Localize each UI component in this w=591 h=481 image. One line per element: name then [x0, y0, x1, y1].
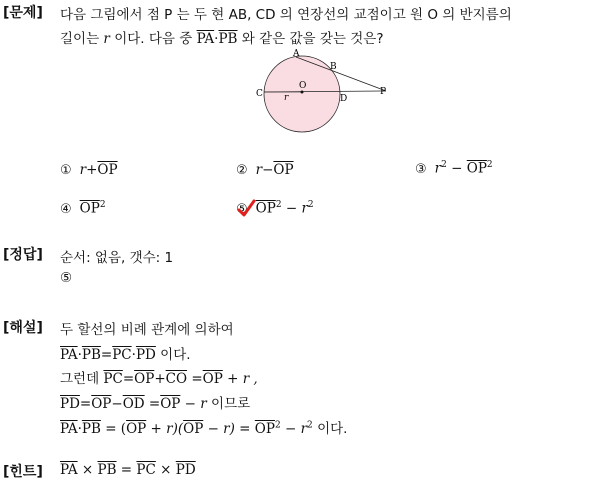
segment-pc: $\overline{PC}$ [136, 462, 156, 478]
circle-figure [255, 48, 395, 158]
radius-symbol: r [103, 31, 110, 47]
label-o: O [299, 81, 307, 91]
segment-op: $\overline{OP}$ [273, 162, 294, 178]
dot-operator: · [77, 347, 82, 363]
explanation-label: [해설] [3, 320, 43, 336]
segment-pc: $\overline{PC}$ [112, 347, 132, 363]
segment-pd: $\overline{PD}$ [60, 396, 80, 412]
equals: = [79, 396, 92, 412]
choice-number: ① [60, 163, 72, 178]
expression: + r)( [146, 421, 184, 437]
exponent: 2 [275, 200, 282, 210]
explanation-text: 이다. [312, 421, 348, 437]
choice-term: r− [255, 162, 274, 178]
segment-pc: $\overline{PC}$ [103, 371, 123, 387]
segment-pa: $\overline{PA}$ [196, 31, 215, 47]
choice-1[interactable] [60, 162, 118, 178]
segment-op: $\overline{OP}$ [160, 396, 181, 412]
times: × [77, 462, 98, 478]
choice-3[interactable] [415, 160, 493, 177]
exponent: 2 [486, 160, 493, 170]
segment-op: $\overline{OP}$ [134, 371, 155, 387]
expression: = ( [100, 421, 127, 437]
choice-4[interactable] [60, 200, 106, 217]
segment-pa: $\overline{PA}$ [60, 347, 78, 363]
explanation-text: 이므로 [206, 396, 251, 412]
explanation-line-4 [60, 392, 250, 412]
choice-number: ④ [60, 201, 72, 217]
expression: + r , [222, 371, 258, 387]
label-a: A [293, 49, 300, 59]
choice-number: ② [236, 163, 248, 178]
dot-operator: · [214, 31, 219, 47]
problem-text: 와 같은 값을 갖는 것은? [241, 31, 384, 47]
problem-line-1: 다음 그림에서 점 P 는 두 현 AB, CD 의 연장선의 교점이고 원 O 의 반지름의 [60, 7, 512, 23]
segment-op: $\overline{OP}$ [91, 396, 112, 412]
exponent: 2 [441, 160, 447, 170]
equals: = [187, 371, 203, 387]
equals: = [100, 347, 113, 363]
hint-label: [힌트] [3, 464, 43, 480]
expression: − r) = [203, 421, 255, 437]
segment-pb: $\overline{PB}$ [81, 421, 101, 437]
dot-operator: · [131, 347, 136, 363]
answer-value: ⑤ [60, 270, 73, 286]
choice-2[interactable] [236, 162, 294, 178]
segment-pb: $\overline{PB}$ [97, 462, 117, 478]
choice-term: r+ [79, 162, 98, 178]
explanation-line-5 [60, 417, 347, 437]
check-icon [237, 199, 257, 219]
expression: − r [280, 421, 308, 437]
problem-line-2 [60, 27, 383, 47]
plus: + [154, 371, 166, 387]
choice-term: − r [281, 200, 308, 217]
explanation-line-2 [60, 343, 191, 363]
problem-label: [문제] [3, 5, 43, 21]
hint-line [60, 462, 196, 478]
choice-term: r [434, 160, 442, 177]
segment-co: $\overline{CO}$ [165, 371, 188, 387]
segment-pa: $\overline{PA}$ [60, 421, 78, 437]
segment-op: $\overline{OP}$ [126, 421, 147, 437]
equals: = [144, 396, 161, 412]
exponent: 2 [307, 420, 313, 431]
explanation-line-1: 두 할선의 비례 관계에 의하여 [60, 322, 234, 338]
segment-op: $\overline{OP}$ [97, 162, 118, 178]
segment-op: $\overline{OP}$ [202, 371, 223, 387]
segment-op: $\overline{OP}$ [79, 200, 100, 217]
label-c: C [256, 89, 263, 99]
segment-pd: $\overline{PD}$ [135, 347, 156, 363]
expression: − r [180, 396, 207, 412]
times: × [155, 462, 176, 478]
equals: = [116, 462, 137, 478]
dot-operator: · [77, 421, 82, 437]
segment-pd: $\overline{PD}$ [175, 462, 196, 478]
explanation-text: 이다. [155, 347, 191, 363]
minus: − [111, 396, 123, 412]
label-r: r [284, 93, 289, 103]
choice-number: ⑤ [236, 201, 248, 217]
answer-label: [정답] [3, 247, 43, 263]
exponent: 2 [307, 200, 314, 210]
explanation-line-3 [60, 367, 258, 387]
equals: = [122, 371, 135, 387]
operator: − [446, 160, 467, 177]
answer-line: 순서: 없음, 갯수: 1 [60, 250, 174, 266]
label-d: D [340, 94, 348, 104]
segment-pb: $\overline{PB}$ [218, 31, 238, 47]
segment-op: $\overline{OP}$ [466, 160, 487, 177]
segment-od: $\overline{OD}$ [122, 396, 145, 412]
exponent: 2 [99, 200, 106, 210]
problem-text: 이다. 다음 중 [114, 31, 193, 47]
exponent: 2 [274, 420, 281, 431]
label-p: P [380, 87, 387, 97]
segment-op: $\overline{OP}$ [183, 421, 204, 437]
circle-o [264, 56, 340, 132]
segment-pa: $\overline{PA}$ [60, 462, 78, 478]
label-b: B [330, 62, 337, 72]
segment-op: $\overline{OP}$ [254, 421, 275, 437]
explanation-text: 그런데 [60, 371, 104, 387]
segment-pb: $\overline{PB}$ [81, 347, 101, 363]
choice-number: ③ [415, 161, 427, 177]
segment-op: $\overline{OP}$ [255, 200, 276, 217]
problem-text: 길이는 [60, 31, 100, 47]
